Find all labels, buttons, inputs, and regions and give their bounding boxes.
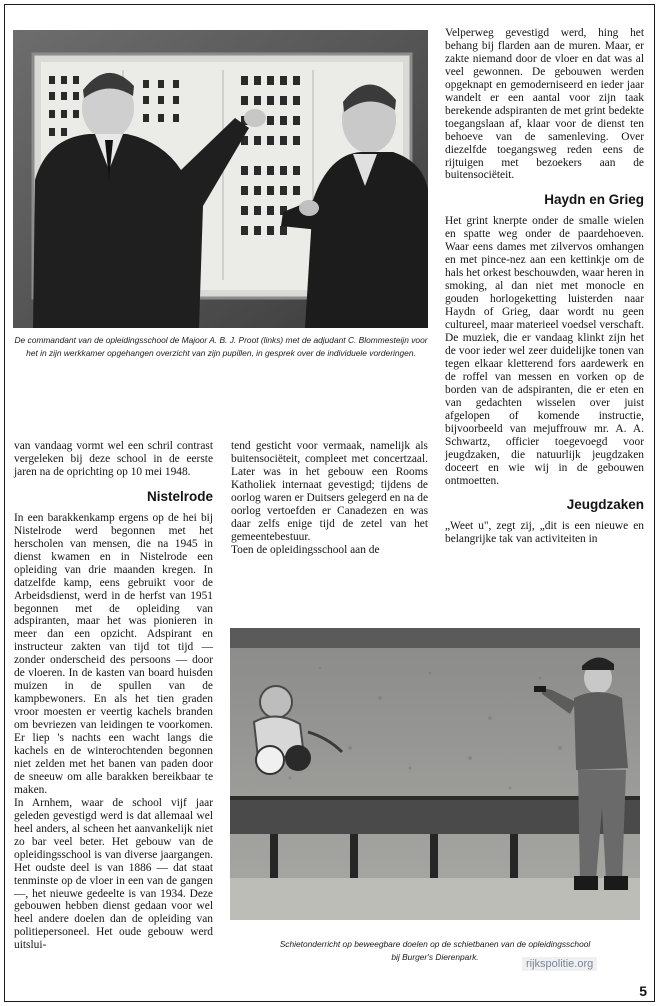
column-1 (14, 440, 213, 952)
bottom-caption-line-2: bij Burger's Dierenpark. (391, 951, 479, 962)
col3-paragraph-2: Het grint knerpte onder de smalle wielen en spatte weg onder de paardehoeven. Waar eens dames met zilvervos omhangen en met pince-nez aan een kettinkje om de hals het orkest beschouwden, waar heren in smoking, al dan niet met monocle en gouden horlogeketting luisterden naar Haydn of Grieg, daar wordt nu geen cultureel, maar materieel voedsel verschaft. De muziek, die er vandaag klinkt zijn het de voor ieder wel zeer duidelijke tonen van tegen elkaar kletterend fors aardewerk en de roffel van messen en vorken op de borden van de adspiranten, die er eten en van gedachten wisselen over juist afgelopen of komende instructie, bijvoorbeeld van mejuffrouw mr. A. A. Schwartz, officier toegevoegd voor jeugdzaken, die natuurlijk jeugdzaken doceert en wie wij in de gebouwen ontmoetten. (445, 215, 644, 487)
column-2 (231, 440, 428, 557)
col1-paragraph-1: van vandaag vormt wel een schril contrast vergeleken bij deze school in de eerste jaren na de oprichting op 10 mei 1948. (14, 440, 213, 478)
col2-paragraph-1: tend gesticht voor vermaak, namelijk als buitensociëteit, compleet met concertzaal. Later was in het gebouw een Rooms Katholiek internaat gevestigd; tijdens de oorlog waren er Duitsers gelegerd en na de oorlog vertoefden er Canadezen en was daar zelfs enige tijd de zetel van het gemeentebestuur. (231, 440, 428, 543)
col3-paragraph-1: Velperweg gevestigd werd, hing het behang bij flarden aan de muren. Maar, er zakte niemand door de vloer en dat was al veel gewonnen. De gebouwen werden opgeknapt en gemoderniseerd en ieder jaar wandelt er een aantal voor zijn taak berekende adspiranten de met grint bedekte toegangslaan af, klaar voor de dienst ten behoeve van de samenleving. Over diezelfde toegangsweg reden eens de rijtuigen met bezoekers aan de buitensociëteit. (445, 27, 644, 182)
col2-paragraph-2: Toen de opleidingsschool aan de (231, 543, 380, 556)
col3-paragraph-3: „Weet u", zegt zij, „dit is een nieuwe en belangrijke tak van activiteiten in (445, 520, 644, 546)
page-number: 5 (639, 983, 647, 999)
top-photo (13, 30, 428, 328)
col1-paragraph-2: In een barakkenkamp ergens op de hei bij Nistelrode werd begonnen met het herscholen van mensen, die na 1945 in dienst kwamen en in Nistelrode een opleiding van drie maanden kregen. In datzelfde kamp, eens gebruikt voor de Arbeidsdienst, werd in de herfst van 1951 begonnen met de opleiding van adspiranten, maar het was pionieren in meer dan een opzicht. Adspirant en instructeur zakten van tijd tot tijd — zonder onderscheid des persoons — door de vloeren. In de kasten van board huisden muizen in de spullen van de kampbewoners. En als het tien graden vroor moesten er veertig kachels branden om bevriezen van leidingen te voorkomen. Er liep 's nachts een wacht langs die kachels en de winterochtenden begonnen niet zelden met het banen van paden door de sneeuw om alle barakken bereikbaar te maken. (14, 511, 213, 796)
bottom-photo (230, 628, 640, 920)
bottom-photo-image (230, 628, 640, 920)
col1-paragraph-3: In Arnhem, waar de school vijf jaar geleden gevestigd werd is dat allemaal wel heel anders, al scheen het aanvankelijk niet zo bar veel beter. Het gebouw van de opleidingsschool is van diverse jaargangen. Het oudste deel is van 1886 — dat staat tenminste op de vloer in een van de gangen —, het nieuwe gedeelte is van 1934. Deze gebouwen hebben dienst gedaan voor wel heel andere doelen dan de opleiding van politiepersoneel. Het oude gebouw werd uitslui- (14, 796, 213, 952)
heading-nistelrode: Nistelrode (146, 488, 213, 504)
bottom-caption-line-1: Schietonderricht op beweegbare doelen op de schietbanen van de opleidingsschool (279, 939, 591, 949)
top-photo-caption: De commandant van de opleidingsschool de Majoor A. B. J. Proot (links) met de adjudant C. Blommesteijn voor het in zijn werkkamer opgehangen overzicht van zijn pupillen, in gesprek over de individuele vorderingen. (14, 335, 428, 358)
heading-haydn-en-grieg: Haydn en Grieg (544, 192, 644, 208)
heading-jeugdzaken: Jeugdzaken (566, 497, 644, 513)
top-photo-image (13, 30, 428, 328)
column-3 (445, 27, 644, 546)
watermark: rijkspolitie.org (522, 957, 597, 971)
